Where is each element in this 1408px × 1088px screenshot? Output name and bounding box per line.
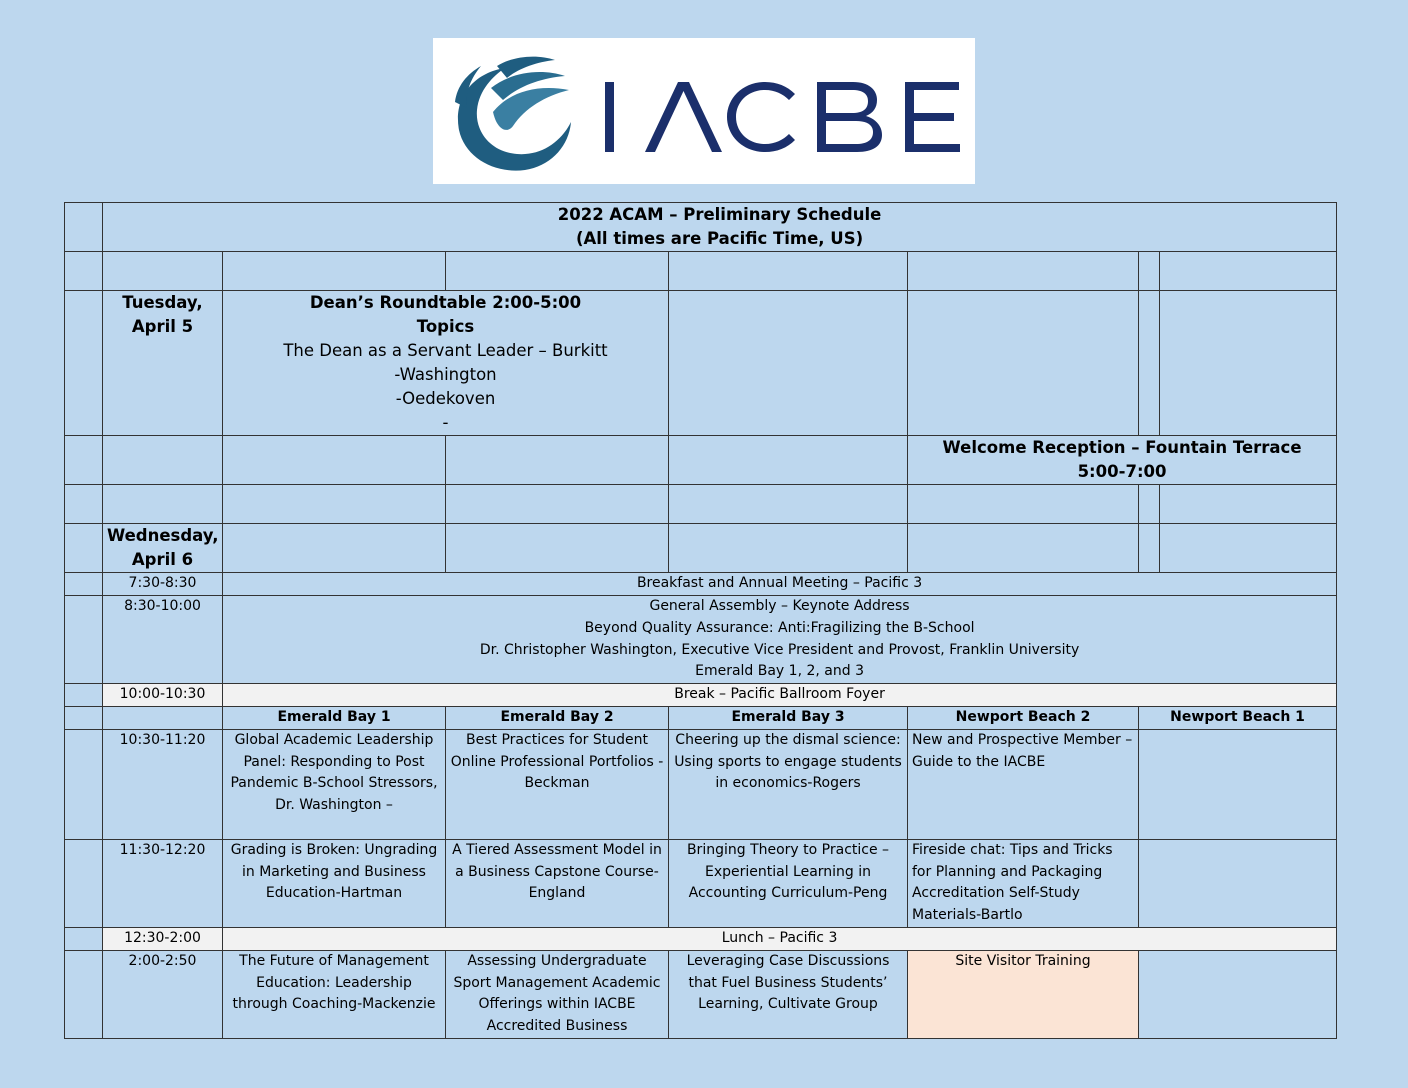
session-cell: Leveraging Case Discussions that Fuel Business Students’ Learning, Cultivate Group: [669, 950, 908, 1038]
room-header: Emerald Bay 2: [446, 706, 669, 729]
roundtable-topics-label: Topics: [416, 317, 475, 336]
reception-title: Welcome Reception – Fountain Terrace: [942, 438, 1302, 457]
wednesday-day: Wednesday,: [107, 526, 219, 545]
time-cell: 8:30-10:00: [103, 596, 223, 684]
breakfast-cell: Breakfast and Annual Meeting – Pacific 3: [223, 573, 1337, 596]
iacbe-logo-graphic: [433, 38, 975, 184]
session-cell: New and Prospective Member – Guide to the IACBE: [908, 729, 1139, 839]
blank-cell: [223, 485, 446, 524]
blank-cell: [65, 436, 103, 485]
blank-cell: [65, 684, 103, 707]
session-cell: The Future of Management Education: Leadership through Coaching-Mackenzie: [223, 950, 446, 1038]
blank-cell: [908, 291, 1139, 436]
tuesday-row: [65, 291, 1337, 436]
schedule-title-cell: [103, 203, 1337, 252]
iacbe-logo: [433, 38, 975, 184]
blank-cell: [669, 485, 908, 524]
room-header: Newport Beach 1: [1139, 706, 1337, 729]
blank-cell: [223, 436, 446, 485]
blank-cell: [65, 203, 103, 252]
wednesday-row: [65, 524, 1337, 573]
session-row: [65, 839, 1337, 927]
blank-cell: [669, 436, 908, 485]
session-cell: [446, 950, 669, 1038]
roundtable-title: Dean’s Roundtable 2:00-5:00: [309, 293, 582, 312]
blank-cell: [446, 524, 669, 573]
session-cell: A Tiered Assessment Model in a Business Capstone Course-England: [446, 839, 669, 927]
blank-cell: [446, 436, 669, 485]
blank-cell: [103, 706, 223, 729]
lunch-row: [65, 927, 1337, 950]
time-cell: 7:30-8:30: [103, 573, 223, 596]
time-cell: 11:30-12:20: [103, 839, 223, 927]
room-header: Emerald Bay 1: [223, 706, 446, 729]
blank-cell: [65, 252, 103, 291]
roundtable-topic: The Dean as a Servant Leader – Burkitt: [283, 341, 608, 360]
break-row: [65, 684, 1337, 707]
blank-cell: [1139, 524, 1160, 573]
time-cell: 2:00-2:50: [103, 950, 223, 1038]
reception-cell: [908, 436, 1337, 485]
spacer-row: [65, 252, 1337, 291]
blank-cell: [103, 436, 223, 485]
blank-cell: [669, 252, 908, 291]
assembly-row: [65, 596, 1337, 684]
blank-cell: [908, 252, 1139, 291]
blank-cell: [908, 485, 1139, 524]
time-cell: 10:30-11:20: [103, 729, 223, 839]
room-header: Newport Beach 2: [908, 706, 1139, 729]
blank-cell: [103, 485, 223, 524]
spacer-row: [65, 485, 1337, 524]
blank-cell: [1139, 291, 1160, 436]
session-cell: Grading is Broken: Ungrading in Marketing and Business Education-Hartman: [223, 839, 446, 927]
blank-cell: [1139, 485, 1160, 524]
roundtable-topic: -Oedekoven: [395, 389, 496, 408]
time-cell: 12:30-2:00: [103, 927, 223, 950]
blank-cell: [103, 252, 223, 291]
room-header: Emerald Bay 3: [669, 706, 908, 729]
blank-cell: [223, 252, 446, 291]
schedule-title: 2022 ACAM – Preliminary Schedule: [557, 205, 882, 224]
blank-cell: [669, 291, 908, 436]
session-cell: [1139, 729, 1337, 839]
assembly-line: Dr. Christopher Washington, Executive Vice President and Provost, Franklin University: [479, 641, 1080, 658]
blank-cell: [65, 927, 103, 950]
breakfast-row: [65, 573, 1337, 596]
blank-cell: [908, 524, 1139, 573]
site-visitor-training-cell: Site Visitor Training: [908, 950, 1139, 1038]
blank-cell: [1160, 291, 1337, 436]
logo-letter-c: [727, 82, 795, 152]
blank-cell: [65, 291, 103, 436]
session-cell: [1139, 839, 1337, 927]
session-cell: Best Practices for Student Online Professional Portfolios - Beckman: [446, 729, 669, 839]
assembly-line: General Assembly – Keynote Address: [649, 598, 910, 614]
blank-cell: [65, 839, 103, 927]
session-cell: [223, 729, 446, 839]
blank-cell: [65, 950, 103, 1038]
blank-cell: [65, 573, 103, 596]
tuesday-day-cell: [103, 291, 223, 436]
reception-time: 5:00-7:00: [1077, 462, 1167, 481]
assembly-line: Beyond Quality Assurance: Anti:Fragilizing the B-School: [584, 619, 975, 636]
session-row: [65, 729, 1337, 839]
session-cell: Cheering up the dismal science: Using sports to engage students in economics-Rogers: [669, 729, 908, 839]
time-cell: 10:00-10:30: [103, 684, 223, 707]
blank-cell: [65, 485, 103, 524]
blank-cell: [65, 596, 103, 684]
session-cell: Fireside chat: Tips and Tricks for Planning and Packaging Accreditation Self-Study Materials-Bartlo: [908, 839, 1139, 927]
blank-cell: [65, 524, 103, 573]
reception-row: [65, 436, 1337, 485]
tuesday-day: Tuesday,: [122, 293, 203, 312]
blank-cell: [446, 485, 669, 524]
blank-cell: [223, 524, 446, 573]
session-row: [65, 950, 1337, 1038]
blank-cell: [446, 252, 669, 291]
logo-letter-i: [605, 82, 614, 152]
blank-cell: [1160, 485, 1337, 524]
logo-letter-b: [817, 82, 882, 152]
schedule-table: [64, 202, 1337, 1039]
logo-letter-e: [905, 82, 960, 152]
roundtable-topic: -Washington: [394, 365, 497, 384]
assembly-cell: [223, 596, 1337, 684]
session-title: Assessing Undergraduate Sport Management Academic Offerings within IACBE Accredited Business: [453, 952, 661, 1035]
blank-cell: [65, 729, 103, 839]
blank-cell: [1160, 524, 1337, 573]
logo-letter-a: [645, 82, 722, 152]
roundtable-cell: [223, 291, 669, 436]
lunch-cell: Lunch – Pacific 3: [223, 927, 1337, 950]
wednesday-day-cell: [103, 524, 223, 573]
rooms-row: [65, 706, 1337, 729]
blank-cell: [1160, 252, 1337, 291]
session-cell: Bringing Theory to Practice – Experiential Learning in Accounting Curriculum-Peng: [669, 839, 908, 927]
roundtable-topic: -: [442, 413, 449, 432]
schedule-subtitle: (All times are Pacific Time, US): [575, 229, 864, 248]
assembly-line: Emerald Bay 1, 2, and 3: [695, 663, 864, 680]
tuesday-date: April 5: [131, 317, 194, 336]
wednesday-date: April 6: [131, 550, 194, 569]
blank-cell: [65, 706, 103, 729]
session-title: Global Academic Leadership Panel: Responding to Post Pandemic B-School Stressors, Dr. Washington –: [230, 731, 438, 814]
session-cell: [1139, 950, 1337, 1038]
blank-cell: [669, 524, 908, 573]
title-row: [65, 203, 1337, 252]
break-cell: Break – Pacific Ballroom Foyer: [223, 684, 1337, 707]
blank-cell: [1139, 252, 1160, 291]
